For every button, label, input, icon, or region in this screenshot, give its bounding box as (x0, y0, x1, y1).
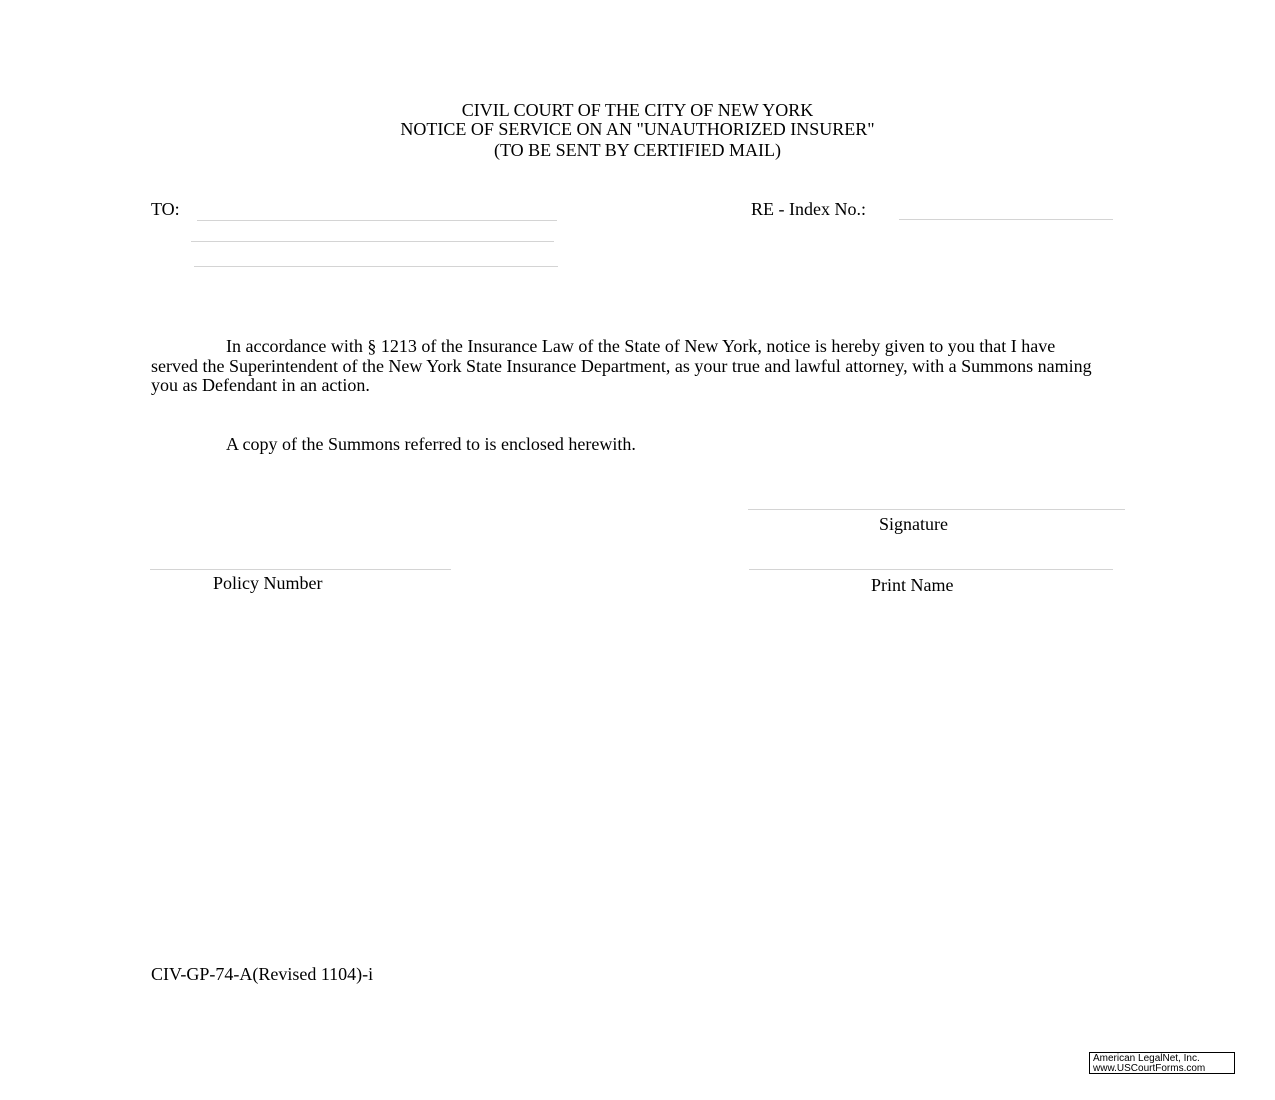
signature-label: Signature (879, 514, 948, 534)
signature-line[interactable] (748, 509, 1125, 510)
index-number-line[interactable] (899, 219, 1113, 220)
body-paragraph-1: In accordance with § 1213 of the Insurance Law of the State of New York, notice is hereby given to you that I have served the Superintendent of the New York State Insurance Department, as your true and lawful attorney, with a Summons naming you as Defendant in an action. (151, 336, 1092, 396)
notice-title: NOTICE OF SERVICE ON AN "UNAUTHORIZED INSURER" (400, 119, 875, 139)
to-line-2[interactable] (191, 241, 554, 242)
policy-number-label: Policy Number (213, 573, 323, 593)
publisher-badge (1089, 1052, 1235, 1074)
publisher-name: American LegalNet, Inc. (1093, 1053, 1200, 1064)
court-title: CIVIL COURT OF THE CITY OF NEW YORK (461, 100, 814, 120)
form-id: CIV-GP-74-A(Revised 1104)-i (151, 964, 374, 984)
notice-subtitle: (TO BE SENT BY CERTIFIED MAIL) (493, 140, 782, 160)
to-line-3[interactable] (194, 266, 558, 267)
index-number-label: RE - Index No.: (751, 199, 866, 219)
print-name-label: Print Name (871, 575, 954, 595)
policy-number-line[interactable] (150, 569, 451, 570)
body-paragraph-2: A copy of the Summons referred to is enclosed herewith. (226, 434, 636, 454)
publisher-url: www.USCourtForms.com (1093, 1063, 1206, 1074)
print-name-line[interactable] (749, 569, 1113, 570)
to-line-1[interactable] (197, 220, 557, 221)
to-label: TO: (151, 199, 180, 219)
